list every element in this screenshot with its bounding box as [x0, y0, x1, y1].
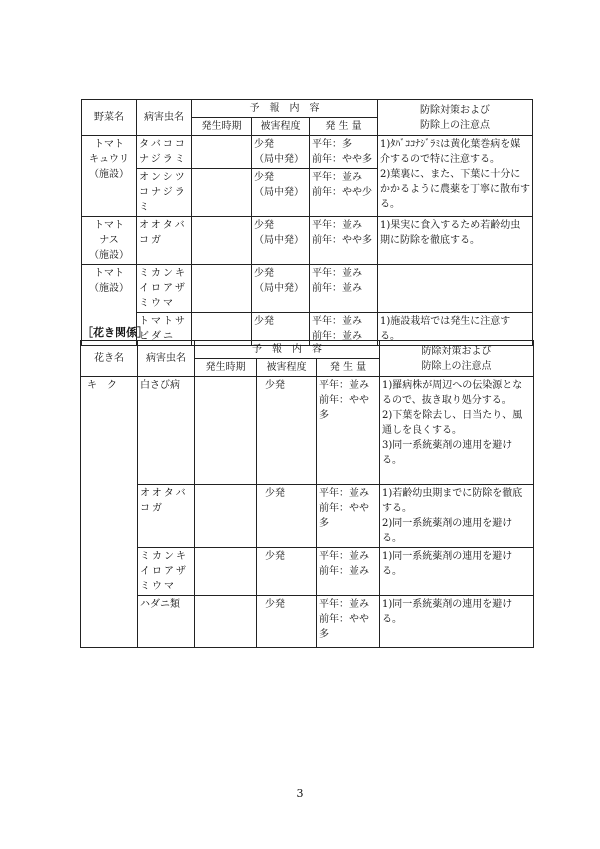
flower-forecast-table — [80, 340, 534, 648]
pest-cell: ミカンキ イロアザ ミウマ — [138, 548, 195, 596]
damage-cell: 少発 （局中発） — [252, 169, 310, 217]
occurrence-time-cell — [195, 548, 257, 596]
header-pest-name: 病害虫名 — [137, 100, 192, 136]
header-damage-degree: 被害程度 — [252, 118, 310, 136]
page-number: 3 — [296, 787, 304, 800]
crop-cell: トマト （施設） — [82, 265, 137, 346]
damage-cell: 少発 — [257, 377, 317, 485]
pest-cell: オンシツ コナジラ ミ — [137, 169, 192, 217]
amount-cell: 平年：並み 前年：やや少 — [310, 169, 378, 217]
pest-cell: オオタバ コガ — [138, 485, 195, 548]
pest-cell: タバココ ナジラミ — [137, 136, 192, 169]
damage-cell: 少発 — [257, 596, 317, 648]
pest-cell: ミカンキ イロアザ ミウマ — [137, 265, 192, 313]
damage-cell: 少発 — [252, 313, 310, 346]
amount-cell: 平年：並み 前年：やや多 — [317, 596, 380, 648]
control-cell — [378, 265, 533, 313]
header-control-measures: 防除対策および 防除上の注意点 — [378, 100, 533, 136]
header-crop-name: 野菜名 — [82, 100, 137, 136]
amount-cell: 平年：多 前年：やや多 — [310, 136, 378, 169]
occurrence-time-cell — [192, 265, 252, 313]
header-forecast-content: 予 報 内 容 — [192, 100, 378, 118]
header-pest-name: 病害虫名 — [138, 341, 195, 377]
control-cell: 1)羅病株が周辺への伝染源となるので、抜き取り処分する。 2)下葉を除去し、日当たり、風通しを良くする。 3)同一系統薬剤の連用を避ける。 — [380, 377, 534, 485]
vegetable-forecast-table — [81, 99, 533, 346]
amount-cell: 平年：並み 前年：やや多 — [317, 485, 380, 548]
amount-cell: 平年：並み 前年：やや多 — [310, 217, 378, 265]
flower-crop-cell: キ ク — [81, 377, 138, 648]
control-cell: 1)同一系統薬剤の連用を避ける。 — [380, 596, 534, 648]
occurrence-time-cell — [195, 377, 257, 485]
control-cell: 1)施設栽培では発生に注意する。 — [378, 313, 533, 346]
occurrence-time-cell — [192, 136, 252, 169]
header-control-measures: 防除対策および 防除上の注意点 — [380, 341, 534, 377]
pest-cell: 白さび病 — [138, 377, 195, 485]
section-heading-flowers: ［花き関係］ — [82, 326, 148, 339]
damage-cell: 少発 （局中発） — [252, 136, 310, 169]
amount-cell: 平年：並み 前年：並み — [310, 313, 378, 346]
pest-cell: ハダニ類 — [138, 596, 195, 648]
amount-cell: 平年：並み 前年：やや多 — [317, 377, 380, 485]
occurrence-time-cell — [195, 485, 257, 548]
control-cell: 1)果実に食入するため若齢幼虫期に防除を徹底する。 — [378, 217, 533, 265]
amount-cell: 平年：並み 前年：並み — [317, 548, 380, 596]
control-cell: 1)若齢幼虫期までに防除を徹底する。 2)同一系統薬剤の連用を避ける。 — [380, 485, 534, 548]
damage-cell: 少発 — [257, 485, 317, 548]
header-occurrence-time: 発生時期 — [195, 359, 257, 377]
header-occurrence-time: 発生時期 — [192, 118, 252, 136]
damage-cell: 少発 （局中発） — [252, 265, 310, 313]
pest-cell: トマトサ ビダニ — [137, 313, 192, 346]
control-cell: 1)ﾀﾊﾞｺｺﾅｼﾞﾗﾐは黄化葉巻病を媒介するので特に注意する。 2)葉裏に、また、下葉に十分にかかるように農薬を丁寧に散布する。 — [378, 136, 533, 217]
header-occurrence-amount: 発 生 量 — [317, 359, 380, 377]
occurrence-time-cell — [192, 217, 252, 265]
header-flower-name: 花き名 — [81, 341, 138, 377]
pest-cell: オオタバ コガ — [137, 217, 192, 265]
damage-cell: 少発 — [257, 548, 317, 596]
header-forecast-content: 予 報 内 容 — [195, 341, 380, 359]
crop-cell: トマト ナス （施設） — [82, 217, 137, 265]
header-occurrence-amount: 発 生 量 — [310, 118, 378, 136]
crop-cell: トマト キュウリ （施設） — [82, 136, 137, 217]
occurrence-time-cell — [195, 596, 257, 648]
occurrence-time-cell — [192, 169, 252, 217]
damage-cell: 少発 （局中発） — [252, 217, 310, 265]
amount-cell: 平年：並み 前年：並み — [310, 265, 378, 313]
control-cell: 1)同一系統薬剤の連用を避ける。 — [380, 548, 534, 596]
header-damage-degree: 被害程度 — [257, 359, 317, 377]
